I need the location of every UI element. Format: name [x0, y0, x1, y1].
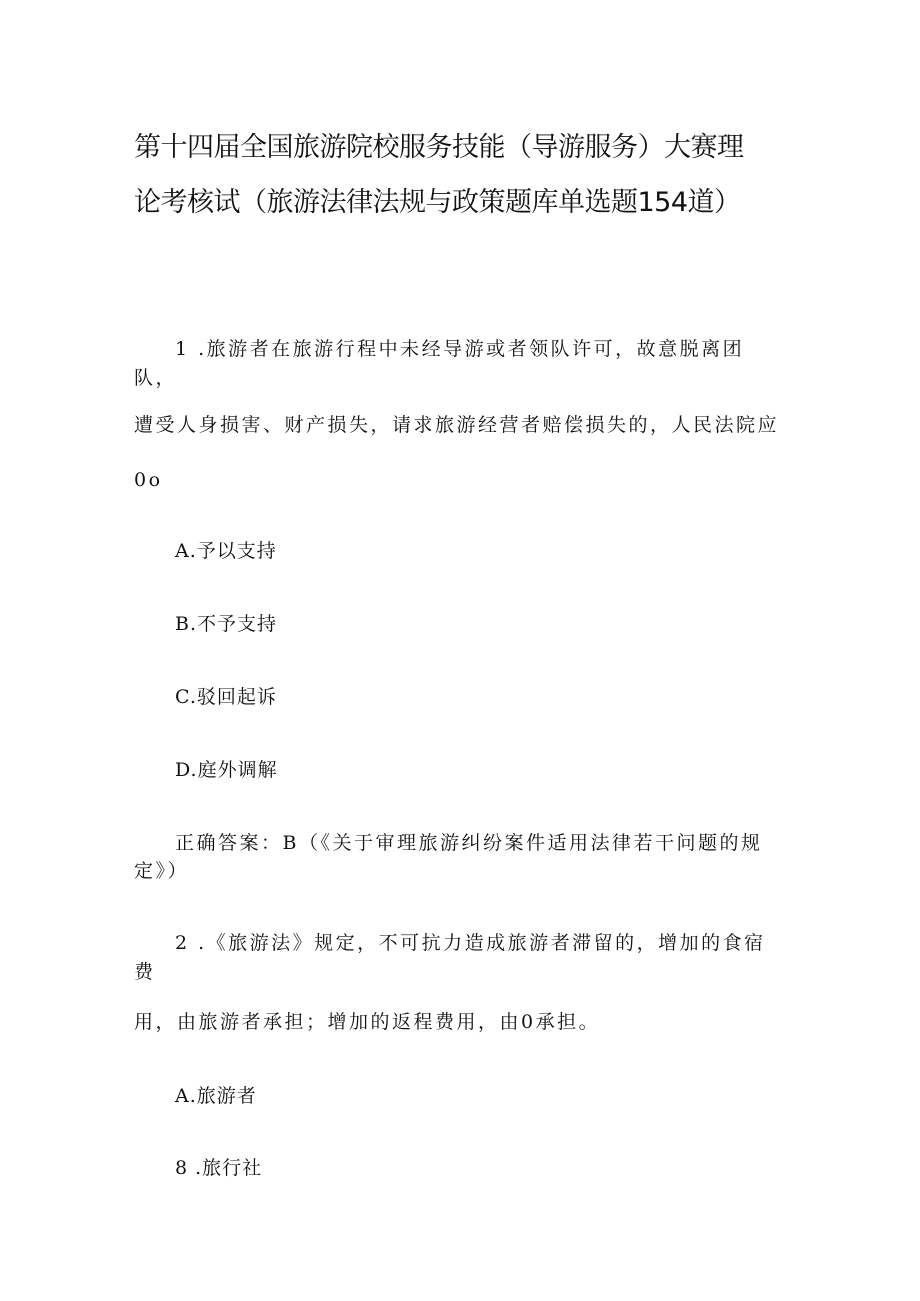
- option-a: A.予以支持: [175, 540, 277, 562]
- option-b: 8 .旅行社: [175, 1157, 263, 1179]
- question-stem-line: 费: [134, 961, 156, 983]
- question-stem-line: 2 .《旅游法》规定，不可抗力造成旅游者滞留的，增加的食宿: [175, 932, 766, 954]
- answer-line: 正确答案：B（《关于审理旅游纠纷案件适用法律若干问题的规: [175, 832, 763, 854]
- option-d: D.庭外调解: [175, 759, 278, 781]
- option-a: A.旅游者: [175, 1085, 257, 1107]
- question-blank: 0o: [134, 469, 163, 491]
- title-line-1: 第十四届全国旅游院校服务技能（导游服务）大赛理: [134, 132, 744, 163]
- question-stem-line: 遭受人身损害、财产损失，请求旅游经营者赔偿损失的，人民法院应: [134, 414, 780, 436]
- question-stem-line: 用，由旅游者承担；增加的返程费用，由0承担。: [134, 1011, 601, 1033]
- answer-line: 定》）: [134, 860, 190, 882]
- title-line-2: 论考核试（旅游法律法规与政策题库单选题154道）: [134, 187, 741, 218]
- question-stem-line: 队，: [134, 367, 178, 389]
- question-stem-line: 1 .旅游者在旅游行程中未经导游或者领队许可，故意脱离团: [175, 338, 745, 360]
- option-c: C.驳回起诉: [175, 686, 277, 708]
- option-b: B.不予支持: [175, 613, 278, 635]
